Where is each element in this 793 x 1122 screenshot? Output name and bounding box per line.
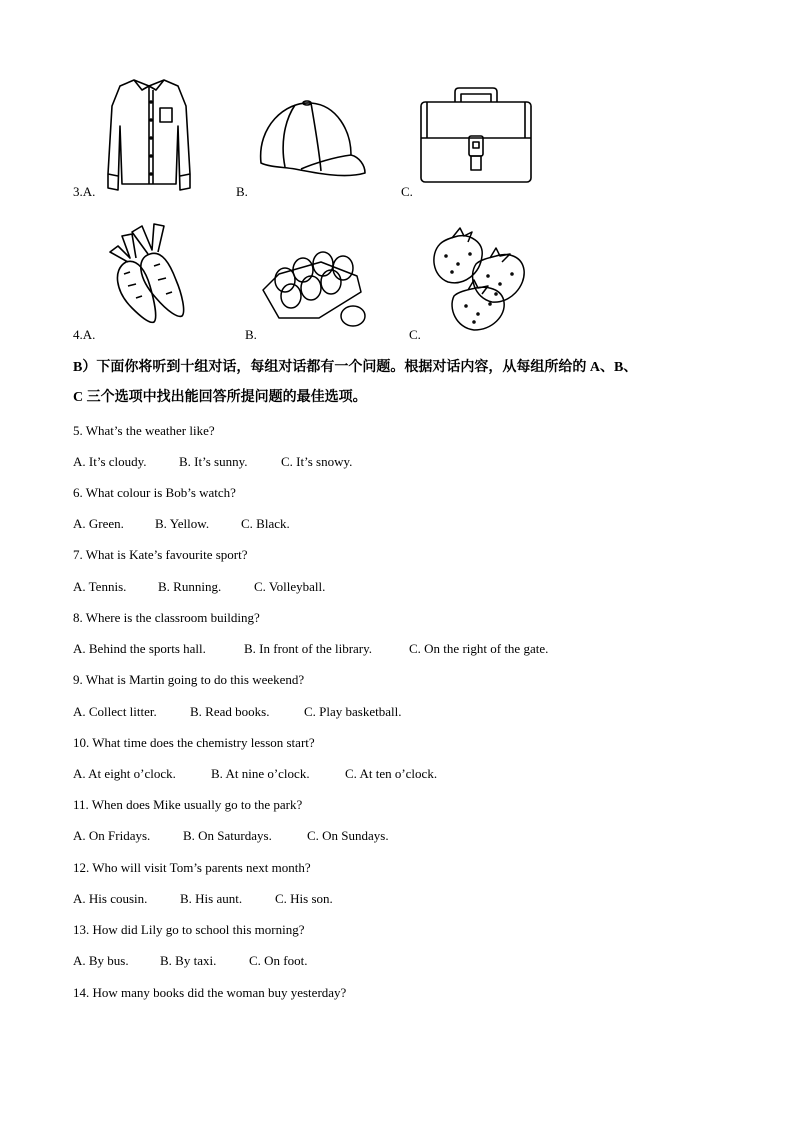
question-8: 8. Where is the classroom building? [73,610,260,625]
question-7: 7. What is Kate’s favourite sport? [73,547,248,562]
q9-option-a: A. Collect litter. [73,704,157,719]
q13-option-a: A. By bus. [73,953,129,968]
bag-picture [419,86,533,184]
q4-option-c-label: C. [409,327,421,342]
q13-option-b: B. By taxi. [160,953,217,968]
q6-option-b: B. Yellow. [155,516,210,531]
question-12: 12. Who will visit Tom’s parents next month? [73,860,311,875]
q3-number-label: 3.A. [73,184,96,199]
q3-option-c-label: C. [401,184,413,199]
q5-option-b: B. It’s sunny. [179,454,248,469]
q11-option-a: A. On Fridays. [73,828,151,843]
q13-option-c: C. On foot. [249,953,308,968]
q6-option-c: C. Black. [241,516,290,531]
q4-option-b-label: B. [245,327,257,342]
q12-option-c: C. His son. [275,891,333,906]
question-11: 11. When does Mike usually go to the park? [73,797,303,812]
cap-picture [255,97,367,185]
q11-option-b: B. On Saturdays. [183,828,272,843]
question-10: 10. What time does the chemistry lesson start? [73,735,315,750]
q5-option-a: A. It’s cloudy. [73,454,147,469]
question-14: 14. How many books did the woman buy yesterday? [73,985,347,1000]
carrots-picture [102,222,212,326]
q10-option-b: B. At nine o’clock. [211,766,310,781]
q12-option-b: B. His aunt. [180,891,243,906]
q10-option-c: C. At ten o’clock. [345,766,438,781]
q7-option-b: B. Running. [158,579,222,594]
question-13: 13. How did Lily go to school this morning? [73,922,305,937]
q10-option-a: A. At eight o’clock. [73,766,176,781]
q9-option-b: B. Read books. [190,704,270,719]
q9-option-c: C. Play basketball. [304,704,402,719]
q12-option-a: A. His cousin. [73,891,148,906]
q7-option-c: C. Volleyball. [254,579,326,594]
q3-option-b-label: B. [236,184,248,199]
q8-option-a: A. Behind the sports hall. [73,641,206,656]
q8-option-c: C. On the right of the gate. [409,641,549,656]
question-9: 9. What is Martin going to do this weekend? [73,672,305,687]
question-5: 5. What’s the weather like? [73,423,215,438]
q7-option-a: A. Tennis. [73,579,127,594]
question-6: 6. What colour is Bob’s watch? [73,485,236,500]
section-b-instruction-line1: B）下面你将听到十组对话，每组对话都有一个问题。根据对话内容，从每组所给的 A、B、 [73,360,638,375]
q6-option-a: A. Green. [73,516,124,531]
q5-option-c: C. It’s snowy. [281,454,353,469]
q8-option-b: B. In front of the library. [244,641,373,656]
shirt-picture [104,76,194,194]
section-b-instruction-line2: C 三个选项中找出能回答所提问题的最佳选项。 [73,390,367,405]
strawberries-picture [430,224,530,332]
eggs-picture [261,246,377,328]
q11-option-c: C. On Sundays. [307,828,389,843]
q4-number-label: 4.A. [73,327,96,342]
